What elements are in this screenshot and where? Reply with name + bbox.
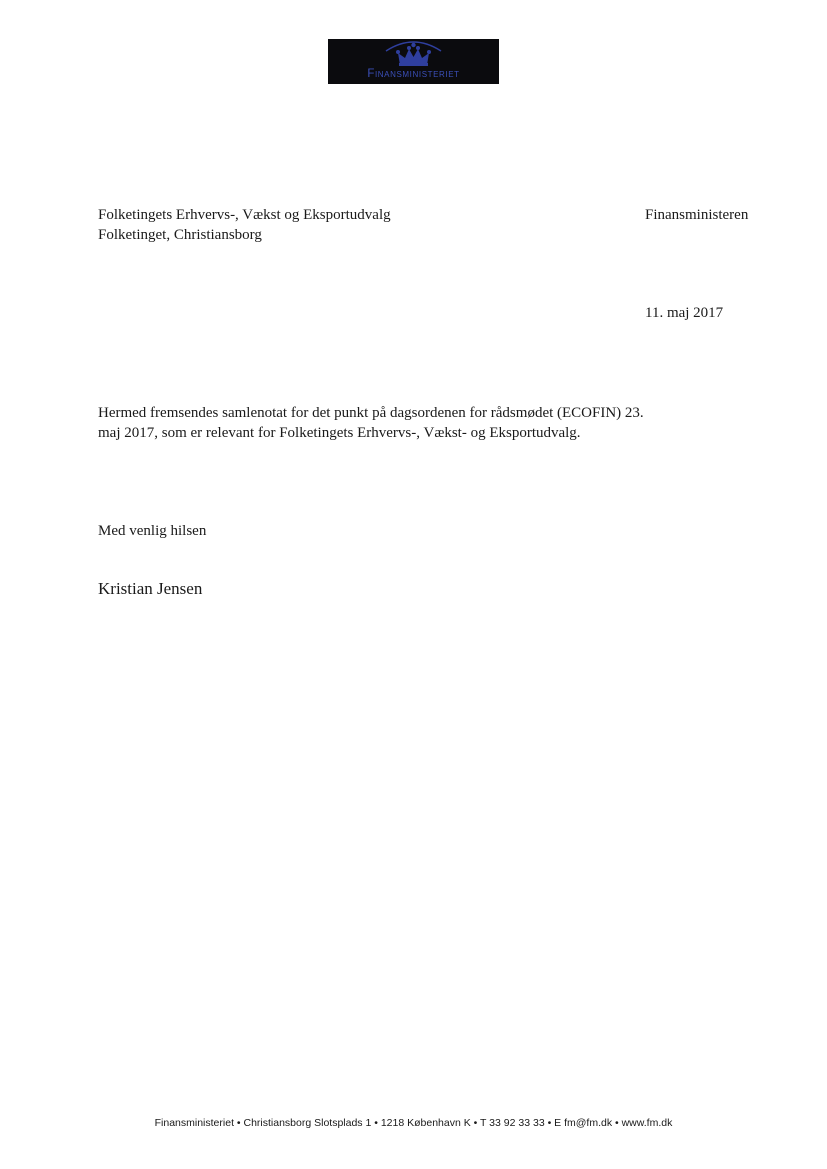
sender-title: Finansministeren xyxy=(645,207,749,223)
recipient-address: Folketinget, Christiansborg xyxy=(98,227,262,243)
signature-name: Kristian Jensen xyxy=(98,579,203,598)
letter-date: 11. maj 2017 xyxy=(645,305,724,321)
recipient-block xyxy=(98,205,391,245)
recipient-committee: Folketingets Erhvervs-, Vækst og Eksportudvalg xyxy=(98,207,391,223)
finansministeriet-logo xyxy=(328,39,499,84)
page-footer: Finansministeriet • Christiansborg Slotsplads 1 • 1218 København K • T 33 92 33 33 • E fm@fm.dk • www.fm.dk xyxy=(154,1117,673,1129)
letter-closing: Med venlig hilsen xyxy=(98,523,207,539)
letter-body: Hermed fremsendes samlenotat for det punkt på dagsordenen for rådsmødet (ECOFIN) 23. maj 2017, som er relevant for Folketingets Erhvervs-, Vækst- og Eksportudvalg. xyxy=(98,405,644,441)
logo-wordmark: Finansministeriet xyxy=(367,68,460,80)
